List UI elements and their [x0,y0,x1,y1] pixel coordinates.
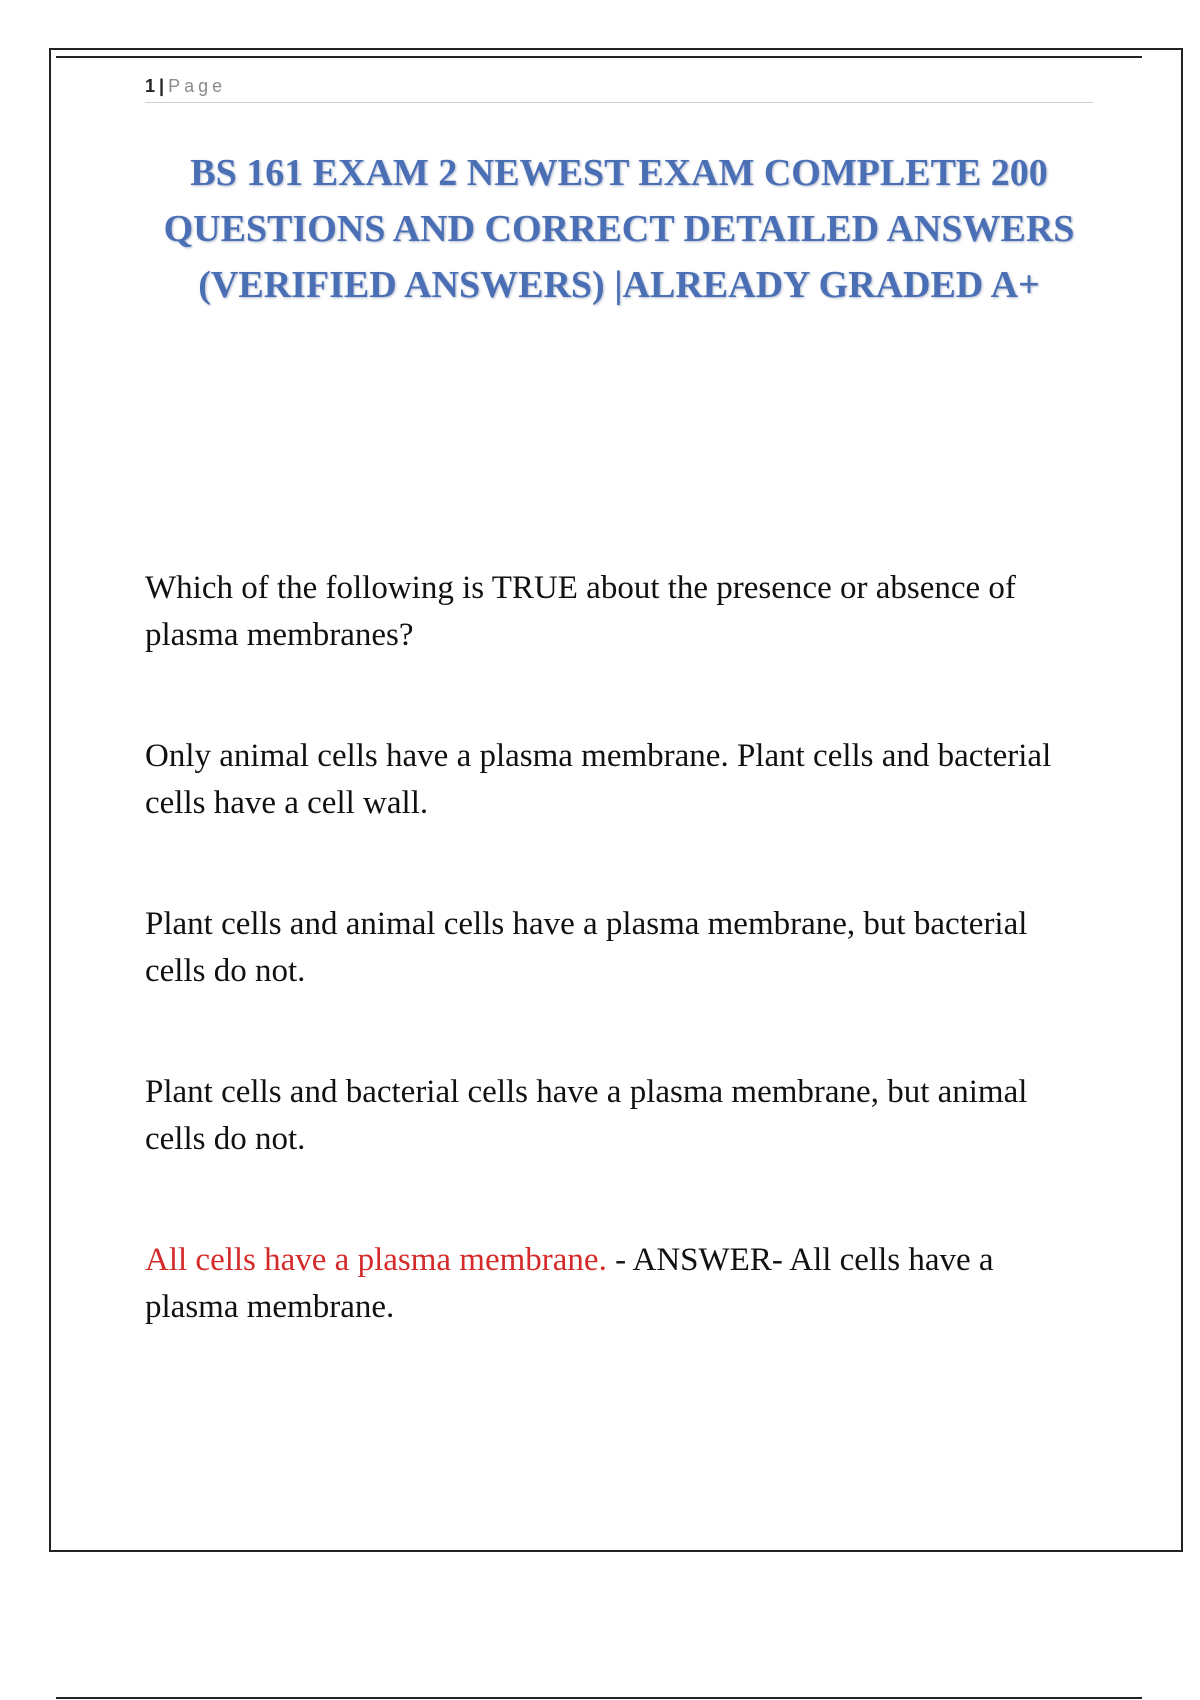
bottom-rule [56,1697,1142,1699]
answer-option: Plant cells and bacterial cells have a plasma membrane, but animal cells do not. [145,1074,1028,1157]
top-rule [56,56,1142,58]
document-title: BS 161 EXAM 2 NEWEST EXAM COMPLETE 200 QUESTIONS AND CORRECT DETAILED ANSWERS (VERIFIED ANSWERS) |ALREADY GRADED A+ [163,152,1075,306]
page-separator: | [159,76,165,96]
page-number: 1 [145,76,156,96]
question-text: Which of the following is TRUE about the presence or absence of plasma membranes? [145,570,1016,653]
answer-option: Only animal cells have a plasma membrane. Plant cells and bacterial cells have a cell wall. [145,738,1052,821]
answer-option: Plant cells and animal cells have a plasma membrane, but bacterial cells do not. [145,906,1028,989]
correct-option-text: All cells have a plasma membrane. [145,1242,607,1278]
answer-option-correct [145,1237,1093,1331]
question-block [145,565,1093,1405]
page-header [145,74,1093,103]
page-label: Page [168,76,227,96]
answer-key-text: - ANSWER- All cells have a plasma membrane. [145,1242,994,1325]
